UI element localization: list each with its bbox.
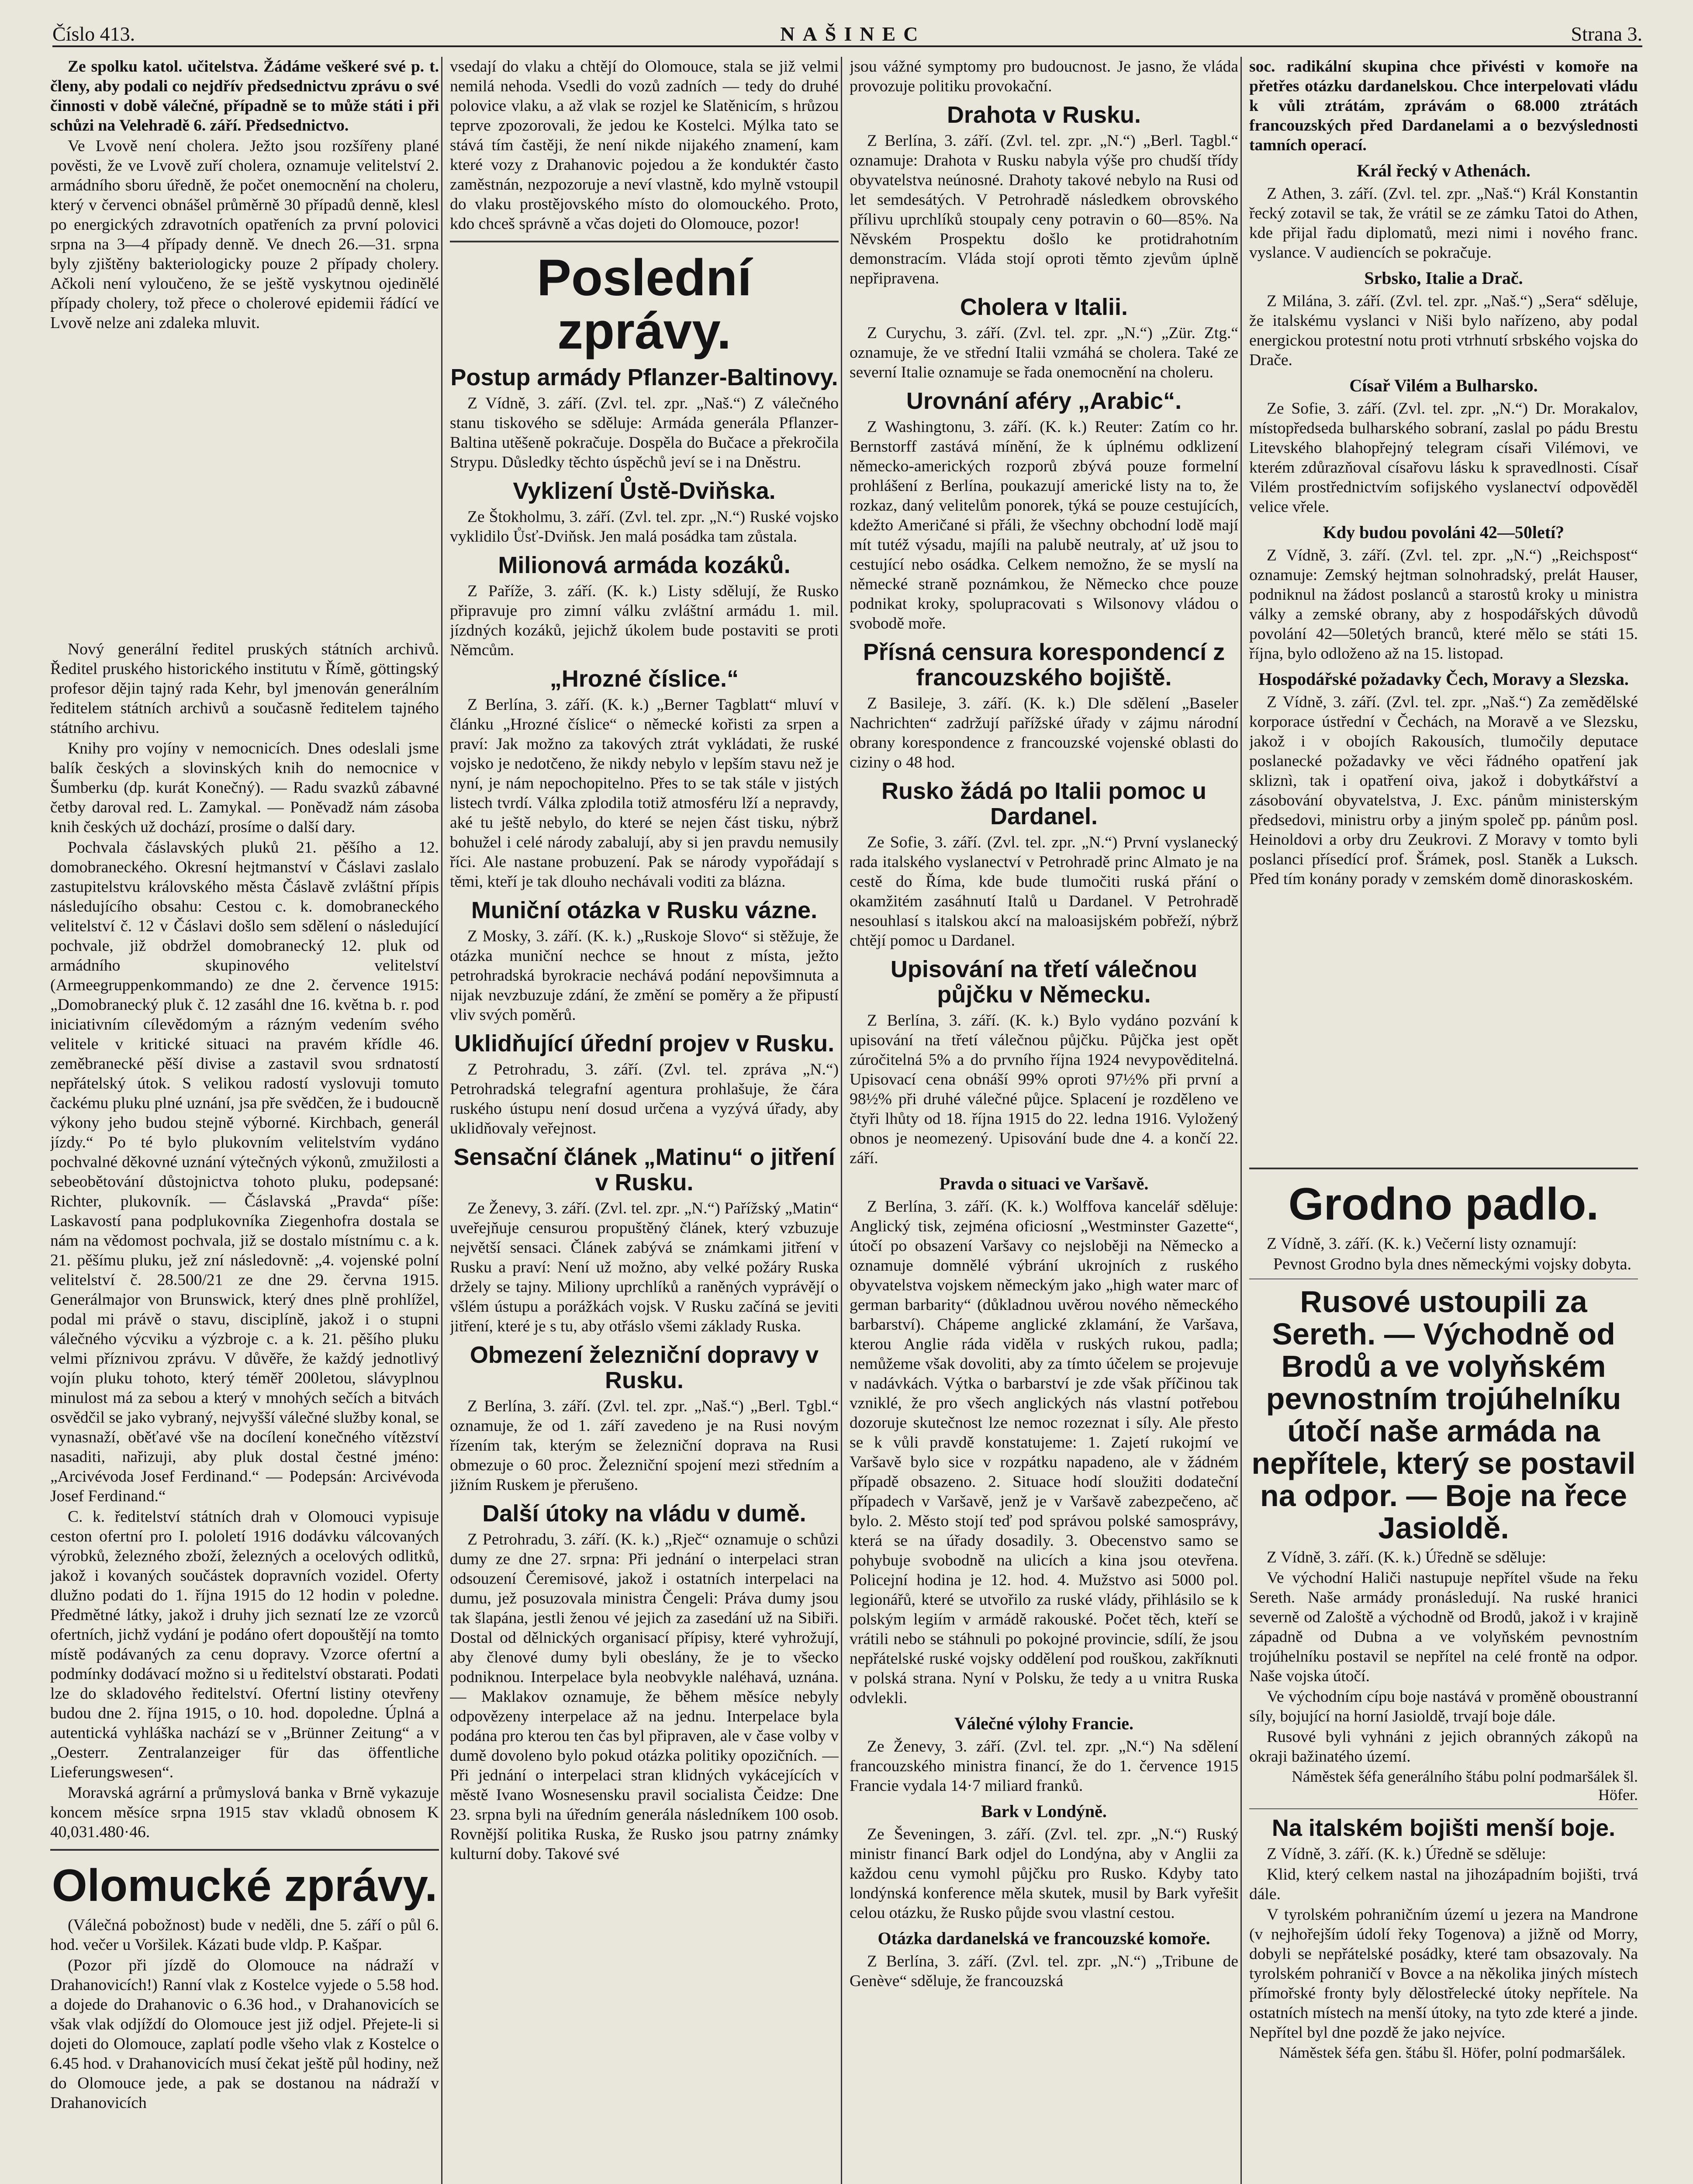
section-divider	[1249, 1168, 1638, 1169]
article-french-censorship: Z Basileje, 3. září. (K. k.) Dle sdělení „Baseler Nachrichten“ zadržují pařížské úřady v zájmu národní obrany korespondence z francouzské vojenské oblasti do ciziny o 48 hod.	[850, 695, 1238, 771]
article-drahanovice-warning: (Pozor při jízdě do Olomouce na nádraží v Drahanovicích!) Ranní vlak z Kostelce vyjede o 5.58 hod. a dojede do Drahanovic o 6.36 hod., v Drahanovicích se však vlak odjíždí do Olomouce jest již odjel. Přejete-li si dojeti do Olomouce, zaplatí podle všeho vlak z Kostelce o 6.45 hod. v Drahanovicích musí čekat ještě půl hodiny, než do Olomouce jede, a pak se dostanou na nádraží v Drahanovicích	[50, 1956, 439, 2112]
heading-france-war-costs: Válečné výlohy Francie.	[954, 1714, 1133, 1733]
section-divider	[50, 1849, 439, 1851]
heading-german-war-loan: Upisování na třetí válečnou půjčku v Německu.	[890, 956, 1198, 1008]
article-emperor-bulgaria: Ze Sofie, 3. září. (Zvl. tel. zpr. „N.“) Dr. Morakalov, místopředseda bulharského sobraní, zaslal po pádu Brestu Litevského blahopřejný telegram císaři Vilémovi, ve kterém zdůrazňoval císařovu lásku k spravedlnosti. Císař Vilém prostřednictvím sofijského vyslanectví odpověděl velice vřele.	[1249, 400, 1638, 516]
heading-matin-article: Sensační článek „Matinu“ o jitření v Rusku.	[453, 1144, 835, 1196]
article-italian-1: Klid, který celkem nastal na jihozápadním bojišti, trvá dále.	[1249, 1866, 1638, 1903]
heading-greek-king: Král řecký v Athenách.	[1357, 161, 1531, 180]
column-rule	[1240, 57, 1242, 2184]
article-prussian-archives: Nový generální ředitel pruských státních archivů. Ředitel pruského historického institutu v Římě, göttingský profesor dějin tajný rada Kehr, byl jmenován generálním ředitelem státních archivů a současně ředitelem tajného státního archivu.	[50, 640, 439, 737]
heading-latest-news: Poslední zprávy.	[537, 249, 752, 360]
heading-emperor-bulgaria: Císař Vilém a Bulharsko.	[1349, 376, 1538, 395]
article-france-war-costs: Ze Ženevy, 3. září. (Zvl. tel. zpr. „N.“) Na sdělení francouzského ministra financí, že do 1. července 1915 Francie vydala 14·7 miliard franků.	[850, 1738, 1238, 1795]
heading-economic-demands: Hospodářské požadavky Čech, Moravy a Slezska.	[1258, 669, 1629, 689]
signature-hofer-2: Náměstek šéfa gen. štábu šl. Höfer, polní podmaršálek.	[1279, 2044, 1626, 2061]
article-dardanelles-continued: soc. radikální skupina chce přivésti v komoře na přetřes otázku dardanelskou. Chce interpelovati vládu k vůli ztrátám, zprávám o 68.000 ztrátách francouzských před Dardanelami a o bezvýslednosti tamních operací.	[1249, 58, 1638, 154]
article-economic-demands: Z Vídně, 3. září. (Zvl. tel. zpr. „Naš.“) Za zemědělské korporace ústřední v Čechách, na Moravě a ve Slezsku, jakož i v obojích Rakousích, tlumočily deputace poslanecké požadavky ve věci řádného opatření jak skliznì, tak i opatření oiva, jakož i dobytkářství a zásobování obyvatelstva, J. Exc. pánům ministerským předsedovi, ministru orby a jiným společ pp. pánům posl. Heinoldovi a orby dru Zeukrovi. Z Moravy v tomto byli poslanci přísedící prof. Šrámek, posl. Staněk a Luksch. Před tím konány porady v zemském domě dinoraskoském.	[1249, 693, 1638, 888]
article-duma-attacks: Z Petrohradu, 3. září. (K. k.) „Rječ“ oznamuje o schůzi dumy ze dne 27. srpna: Při jednání o interpelaci stran odsouzení Čeremisové, jakož i ostatních interpelaci na dumu, jež posuzovala ministra Čengeli: Práva dumy jsou tak šlapána, jestli ženou vé jejich za zasedání už na Sibiři. Dostal od dělnických organisací přípisy, které vyhrožují, aby členové dumy byli obeslány, že je to všecko podniknou. Interpelace byla neobvykle naléhavá, uznána. — Maklakov oznamuje, že během měsíce nebyly odpovězeny interpelace až na jednu. Interpelace byla podána pro kterou ten čas byl připraven, ale v čase volby v dumě dovoleno bylo pokud otázka politiky opozičních. — Při jednání o interpelaci stran klidných vykácejících v městě Ivano Wosnesensku pravil socialista Čeidze: Dne 23. srpna byli na úředním generála následníkem 100 osob. Rovnější politika Ruska, že Rusko jsou patrny známky kulturní doby. Takové své	[450, 1531, 839, 1863]
article-railway-tender: C. k. ředitelství státních drah v Olomouci vypisuje ceston ofertní pro I. pololetí 1916 dodávku válcovaných výrobků, železného zboží, železných a ocelových odlitků, jakož i kovaných součástek dopravních vozidel. Oferty dlužno podati do 1. října 1915 do 12 hodin v poledne. Předmětné látky, jakož i druhy jich seznatí lze ze vzorců ofertních, jichž vydání je podáno ofert dopouštějí na tomto místě podávaných za cenu dopravy. Vzorce ofertní a podmínky dodávací možno si u ředitelství obstarati. Podati lze do skladového ředitelství. Ofertní listiny otevřeny budou dne 2. října 1915, o 10. hod. dopoledne. Úplná a autentická vyhláška nachází se v „Brünner Zeitung“ a v „Oesterr. Zentralanzeiger für das öffentliche Lieferungswesen“.	[50, 1508, 439, 1781]
heading-italian-front: Na italském bojišti menší boje.	[1271, 1815, 1616, 1841]
column-rule	[841, 57, 842, 2184]
article-conscription-42-50: Z Vídně, 3. září. (Zvl. tel. zpr. „N.“) „Reichspost“ oznamuje: Zemský hejtman solnohradský, prelát Hauser, podniknul na žádost poslanců a starostů kroky u ministra války a zemské obrany, aby z hospodářských důvodů povolání 42—50letých branců, které mělo se státi 15. října, bylo odloženo až na 15. listopad.	[1249, 546, 1638, 663]
column-2	[450, 57, 839, 2184]
article-arabic-affair: Z Washingtonu, 3. září. (K. k.) Reuter: Zatím co hr. Bernstorff zastává mínění, že k úplnému odklizení německo-amerických rozporů zbývá pouze formelní prohlášení z Berlína, poukazují americké listy na to, že rozkaz, daný velitelům ponorek, týká se pouze cestujících, kdežto Američané si přáli, že všechny obchodní lodě mají mít tutéž výsadu, majíli na palubě neutraly, ať už jsou to cestující nebo osádka. Celkem nemožno, že se myslí na německé straně poznámkou, že Německo chce pouze podnikat kroky, spolupracovati s Wilsonovy vládou o svobodě moře.	[850, 418, 1238, 632]
article-cossack-army: Z Paříže, 3. září. (K. k.) Listy sdělují, že Rusko připravuje pro zimní válku zvláštní armádu 1. mil. jízdných kozáků, jejichž úkolem bude postaviti se proti Němcům.	[450, 582, 839, 659]
section-divider	[450, 241, 839, 242]
blank-space	[1249, 890, 1638, 1161]
article-grodno-intro: Z Vídně, 3. září. (K. k.) Večerní listy oznamují:	[1267, 1235, 1577, 1253]
article-greek-king: Z Athen, 3. září. (Zvl. tel. zpr. „Naš.“) Král Konstantin řecký zotavil se tak, že vrátil se ze zámku Tatoi do Athen, kde přijal řadu diplomatů, mezi nimi i nového franc. vyslance. V audiencích se pokračuje.	[1249, 185, 1638, 262]
heading-russia-prices: Drahota v Rusku.	[947, 102, 1141, 128]
signature-hofer-1: Náměstek šéfa generálního štábu polní podmaršálek šl. Höfer.	[1292, 1768, 1638, 1804]
column-1	[50, 57, 439, 2184]
heading-warsaw-situation: Pravda o situaci ve Varšavě.	[939, 1174, 1149, 1193]
article-drahanovice-continued: vsedají do vlaku a chtějí do Olomouce, stala se již velmi nemilá nehoda. Vsedli do vozů zadních — tedy do druhé polovice vlaku, a až vlak se rozjel ke Slatěnicím, s hrůzou teprve zpozorovali, že jedou ke Kostelci. Mýlka tato se stává tím častěji, že není nikde nijakého znamení, kam které vozy z Drahanovic pojedou a že konduktér často zaměstnán, nezpozoruje a neví vlastně, kdo mylně vstoupil do vlaku prostějovského místo do olomouckého. Proto, kdo chceš správně a včas dojeti do Olomouce, pozor!	[450, 58, 839, 233]
heading-italy-cholera: Cholera v Italii.	[960, 294, 1128, 320]
heading-terrible-figures: „Hrozné číslice.“	[549, 666, 739, 692]
article-italy-cholera: Z Curychu, 3. září. (Zvl. tel. zpr. „N.“) „Zür. Ztg.“ oznamuje, že ve střední Italii vzmáhá se cholera. Také ze severní Italie oznamuje se řada onemocnění na choleru.	[850, 324, 1238, 381]
article-railway-restrictions: Z Berlína, 3. září. (Zvl. tel. zpr. „Naš.“) „Berl. Tgbl.“ oznamuje, že od 1. září zavedeno je na Rusi novým řízením tak, kterým se železniční doprava na Rusi obmezuje o 60 proc. Železniční spojení mezi středním a jižním Ruskem je přerušeno.	[450, 1397, 839, 1494]
article-teachers-association: Ze spolku katol. učitelstva. Žádáme veškeré své p. t. členy, aby podali co nejdřív předsednictvu zprávu o své činnosti v době válečné, případně se to může státi i při schůzi na Velehradě 6. září. Předsednictvo.	[50, 58, 439, 135]
heading-railway-restrictions: Obmezení železniční dopravy v Rusku.	[470, 1342, 819, 1393]
article-sereth-3: Rusové byli vyhnáni z jejich obranných zákopů na okraji bažinatého území.	[1249, 1728, 1638, 1766]
heading-russians-retreat-sereth: Rusové ustoupili za Sereth. — Východně od Brodů a ve volyňském pevnostním trojúhelníku útočí naše armáda na nepřítele, který se postavil na odpor. — Boje na řece Jasioldě.	[1251, 1285, 1636, 1545]
issue-number: Číslo 413.	[52, 23, 135, 45]
heading-french-censorship: Přísná censura korespondencí z francouzského bojiště.	[863, 639, 1225, 691]
article-books-for-soldiers: Knihy pro vojíny v nemocnicích. Dnes odeslali jsme balík českých a slovinských knih do nemocnice v Šumberku (dp. kurát Konečný). — Radu svazků zábavné četby daroval red. L. Zamykal. — Poněvadž nám zásoba knih českých už dochází, prosíme o další dary.	[50, 740, 439, 836]
article-warsaw-situation: Z Berlína, 3. září. (K. k.) Wolffova kancelář sděluje: Anglický tisk, zejména oficiosní „Westminster Gazette“, útočí po obsazení Varšavy co nejsloběji na Německo a oznamuje domnělé výbrání ukrojních z ruského obyvatelstva vojskem německým jako „high water marc of german barbarity“ (důkladnou uvěrou nového německého barbarství). Chápeme anglické zklamání, že Varšava, kterou Anglie ráda viděla v ruských rukou, padla; nemůžeme však dovoliti, aby za tímto účelem se projevuje v nadávkách. Výtka o barbarství je zde však příčinou tak vzniklé, že pro všech anglických nás vlastní potřebou dozoruje skutečnost lze nemoc rozeznat i síly. Ale přesto se k vůli pravdě konstatujeme: 1. Zajetí rukojmí ve Varšavě bylo sice v rozpátku napadeno, ale v žádném případě obsazeno. 2. Situace hodí sloužiti dodateční případech v Varšavě, jenž je v Varšavě zabezpečeno, ač bylo. 2. Město stojí teď pod správou polské samosprávy, která se na úřady dosadily. 3. Obecenstvo samo se pohybuje svobodně na ulicích a kina jsou otevřena. Policejní hodina je 12. hod. 4. Mužstvo asi 5000 pol. legionářů, které se utvořilo za ruské vlády, přihlásilo se k polským legiím v armádě rakouské. Počet těch, kteří se vrátili nebo se stáhnuli po pokojné provincie, sdílí, že jsou nepřátelské ruské vojsky oddělení pod rouškou, zakříknuti v polská strana. Nyní v Polsku, že tedy a u vnitra Ruska odvlekli.	[850, 1198, 1238, 1707]
article-calming-statement: Z Petrohradu, 3. září. (Zvl. tel. zpráva „N.“) Petrohradská telegrafní agentura prohlašuje, že čára ruského ústupu není dosud určena a vyzývá úřady, aby uklidňovaly veřejnost.	[450, 1061, 839, 1137]
article-grodno-quote: Pevnost Grodno byla dnes německými vojsky dobyta.	[1273, 1255, 1632, 1273]
article-bark-london: Ze Ševeningen, 3. září. (Zvl. tel. zpr. „N.“) Ruský ministr financí Bark odjel do Londýna, aby v Anglii za každou cenu vymohl půjčku pro Rusko. Kdyby tato londýnská konference měla skutek, musil by Bark vyřešit celou otázku, že Rusko půjde svou vlastní cestou.	[850, 1825, 1238, 1922]
heading-dvinsk-evacuation: Vyklizení Ůstě-Dviňska.	[513, 478, 776, 504]
article-russia-prices: Z Berlína, 3. září. (Zvl. tel. zpr. „N.“) „Berl. Tagbl.“ oznamuje: Drahota v Rusku nabyla výše pro chudší třídy obyvatelstva neúnosné. Drahoty takové nebylo na Rusi od let semdesátých. V Petrohradě následkem obrovského přílivu uprchlíků stoupaly ceny potravin o 60—85%. Na Něvském Prospektu došlo ke protidrahotním demonstracím. Vláda stojí oproti těmto zjevům úplně nepřipravena.	[850, 132, 1238, 287]
article-pflanzer-army: Z Vídně, 3. září. (Zvl. tel. zpr. „Naš.“) Z válečného stanu tiskového se sděluje: Armáda generála Pflanzer-Baltina utěšeně pokračuje. Dospěla do Bučace a překročila Strypu. Důsledky těchto úspěchů jeví se i na Dněstru.	[450, 394, 839, 471]
masthead	[52, 17, 1642, 47]
article-war-devotion: (Válečná pobožnost) bude v neděli, dne 5. září o půl 6. hod. večer u Voršilek. Kázati bude vldp. P. Kašpar.	[50, 1916, 439, 1954]
section-divider	[1249, 1808, 1638, 1809]
column-rule	[441, 57, 442, 2184]
article-german-war-loan: Z Berlína, 3. září. (K. k.) Bylo vydáno pozvání k upisování na třetí válečnou půjčku. Půjčka jest opět zúročitelná 5% a do prvního října 1924 nevypověditelná. Upisovací cena obnáší 99% oproti 97½% při první a 98½% při druhé válečné půjce. Splacení je rozděleno ve čtyři lhůty od 18. října 1915 do 22. ledna 1916. Vyložený obnos je neomezený. Upisování bude dne 4. a končí 22. září.	[850, 1012, 1238, 1167]
article-russia-asks-italy: Ze Sofie, 3. září. (Zvl. tel. zpr. „N.“) První vyslanecký rada italského vyslanectví v Petrohradě princ Almato je na cestě do Říma, kde bude tlumočiti ruská přání o okamžitém zasáhnutí Italů u Dardanel. V Petrohradě nesouhlasí s italskou akcí na maloasijském pobřeží, nýbrž chtějí pomoc u Dardanel.	[850, 833, 1238, 950]
heading-arabic-affair: Urovnání aféry „Arabic“.	[906, 388, 1182, 414]
article-dvinsk-evacuation: Ze Štokholmu, 3. září. (Zvl. tel. zpr. „N.“) Ruské vojsko vyklidilo Ůsť-Dviňsk. Jen malá posádka tam zůstala.	[450, 508, 839, 546]
article-lviv-cholera: Ve Lvově není cholera. Ježto jsou rozšířeny plané pověsti, že ve Lvově zuří cholera, oznamuje velitelství 2. armádního sboru úředně, že počet onemocnění na choleru, který v červenci obnášel průměrně 30 případů denně, klesl po energických zdravotních opatřeních za první polovici srpna na 3—4 případy denně. Ve dnech 26.—31. srpna byly zjištěny bakteriologicky pouze 2 případy cholery. Ačkoli není vyloučeno, že se ještě vyskytnou ojedinělé případy cholery, tož přece o cholerové epidemii řádící ve Lvově nelze ani zdaleka mluvit.	[50, 137, 439, 332]
article-moravian-bank: Moravská agrární a průmyslová banka v Brně vykazuje koncem měsíce srpna 1915 stav vkladů obnosem K 40,031.480·46.	[50, 1784, 439, 1841]
page-number: Strana 3.	[1571, 23, 1642, 45]
article-sereth-intro: Z Vídně, 3. září. (K. k.) Úředně se sděluje:	[1267, 1548, 1546, 1566]
article-munitions-russia: Z Mosky, 3. září. (K. k.) „Ruskoje Slovo“ si stěžuje, že otázka muniční nechce se hnout z místa, ježto petrohradská byrokracie nechává podání nepovšimnuta a nijak nevzbuzuje zdání, že změní se poměry a že připustí vliv svých poměrů.	[450, 927, 839, 1024]
article-matin-article: Ze Ženevy, 3. září. (Zvl. tel. zpr. „N.“) Pařížský „Matin“ uveřejňuje censurou propuštěný článek, který vzbuzuje největší sensaci. Článek zabývá se známkami jitření v Rusku a praví: Není už možno, aby velké požáry Ruska držely se tajny. Miliony uprchlíků a raněných vyprávějí o všlém ústupu a porážkách vojsk. V Rusku začíná se jeviti jitření, které je s tu, aby otřáslo všemi základy Ruska.	[450, 1199, 839, 1335]
heading-olomouc-news: Olomucké zprávy.	[52, 1860, 438, 1911]
heading-cossack-army: Milionová armáda kozáků.	[498, 552, 791, 578]
article-sereth-2: Ve východním cípu boje nastává v proměně oboustranní síly, bojující na horní Jasioldě, trvají boje dále.	[1249, 1688, 1638, 1725]
article-serbia-italy-durazzo: Z Milána, 3. září. (Zvl. tel. zpr. „Naš.“) „Sera“ sděluje, že italskému vyslanci v Niši bylo nařízeno, aby podal energickou protestní notu proti vtrhnutí srbského vojska do Drače.	[1249, 292, 1638, 369]
article-italian-intro: Z Vídně, 3. září. (K. k.) Úředně se sděluje:	[1267, 1845, 1546, 1863]
article-terrible-figures: Z Berlína, 3. září. (K. k.) „Berner Tagblatt“ mluví v článku „Hrozné číslice“ o německé kořisti za srpen a praví: Jak možno za takových ztrát vykládati, že ruské vojsko je nedotčeno, že nikdy nebylo v lepším stavu než je nyní, je nám nepochopitelno. Přes to se tak stále v jistých listech tvrdí. Válka zplodila totiž atmosféru lží a nepravdy, aké tu ještě nebylo, do které se nejen část tisku, nýbrž bohužel i celé národy zabalují, aby si jen pravdu nemusily říci. Ale nastane probuzení. Pak se národy vypořádají s těmi, kteří je tak dlouho nechávali voditi za bláznа.	[450, 696, 839, 891]
heading-munitions-russia: Muniční otázka v Rusku vázne.	[471, 897, 818, 923]
article-duma-continued: jsou vážné symptomy pro budoucnost. Je jasno, že vláda provozuje politiku provokační.	[850, 58, 1238, 95]
heading-conscription-42-50: Kdy budou povoláni 42—50letí?	[1323, 522, 1565, 542]
column-4	[1249, 57, 1638, 2184]
heading-duma-attacks: Další útoky na vládu v dumě.	[482, 1500, 806, 1527]
heading-pflanzer-army: Postup armády Pflanzer-Baltinovy.	[450, 364, 838, 390]
heading-dardanelles-question: Otázka dardanelská ve francouzské komoře.	[878, 1928, 1210, 1948]
article-italian-2: V tyrolském pohraničním území u jezera na Mandrone (v nejhořejším údolí řeky Togenova) a jižně od Morry, dobyli se nepřátelské posádky, které tam obsazovaly. Na tyrolském pohraničí v Bovce a na několika jiných místech přímořské fronty byly dělostřelecké útoky nepřítele. Na ostatních místech na menší útoky, na tyto zde které a jinde. Nepřítel byl dne pozdě že jako nejvíce.	[1249, 1906, 1638, 2042]
article-sereth-1: Ve východní Haliči nastupuje nepřítel všude na řeku Sereth. Naše armády pronásledují. Na ruské hranici severně od Zaloště a východně od Brodů, jakož i v krajině západně od Dubna a ve volyňském pevnostním trojúhelníku postavil se nepřítel na celé frontě na odpor. Naše vojska útočí.	[1249, 1569, 1638, 1685]
heading-calming-statement: Uklidňující úřední projev v Rusku.	[454, 1030, 835, 1057]
heading-serbia-italy-durazzo: Srbsko, Italie a Drač.	[1364, 268, 1523, 288]
heading-russia-asks-italy: Rusko žádá po Italii pomoc u Dardanel.	[881, 778, 1207, 829]
article-caslav-regiments-praise: Pochvala čáslavských pluků 21. pěšího a 12. domobraneckého. Okresní hejtmanství v Čáslavi zaslalo zastupitelstvu královského města Čáslavě zvláštní přípis následujícího obsahu: Cestou c. k. domobraneckého velitelství č. 12 v Čáslavi došlo sem sdělení o následující pochvale, již obdržel domobranecký 12. pluk od armádního skupinového velitelství (Armeegruppenkommando) ze dne 2. července 1915: „Domobranecký pluk č. 12 zasáhl dne 16. května b. r. pod iniciativním cílevědomým a rázným vedením svého velitele v kritické situaci na pravém křídle 46. zeměbranecké pěší divise a zastavil svou srdnatostí nepřátelský útok. S velikou radostí vyslovuji tomuto čackému pluku plné uznání, jsa pře svědčen, že i budoucně výkony jeho budou stejně výborné. Kirchbach, generál jízdy.“ Po té bylo plukovním velitelstvím vydáno pochvalné děkovné uznání výtečných výkonů, zmužilosti a sebeobětování důstojnictva tohoto pluku, podepsané: Richter, plukovník. — Čáslavská „Pravda“ píše: Laskavostí pana podplukovníka Ziegenhofra dostala se nám na vědomost pochvala, již se dostalo místnímu c. a k. 21. pěšímu pluku, jež zní následovně: „4. vojenské polní velitelství č. 28.500/21 ze dne 29. června 1915. Generálmajor von Brunswick, který dnes plně prohlížel, podal mi právě o stavu, disciplíně, jakož i o stupni válečného výcviku a výzbroje c. a k. 21. pěšího pluku velmi příznivou zprávu. V důvěře, že každý jednotlivý vojín pluku tohoto, který téměř 200letou, slávyplnou minulost má za sebou a který v mnohých sečích a bitvách osvědčil se jako vybraný, nejvyšší válečné služby konal, se vynasnaží, oběťavé vše na docílení konečného vítězství nasaditi, nařizuji, aby pluk dostal čestné jméno: „Arcivévoda Josef Ferdinand.“ — Podepsán: Arcivévoda Josef Ferdinand.“	[50, 839, 439, 1505]
article-dardanelles-question: Z Berlína, 3. září. (Zvl. tel. zpr. „N.“) „Tribune de Genève“ sděluje, že francouzská	[850, 1952, 1238, 1990]
column-3	[850, 57, 1238, 2184]
newspaper-title: NAŠINEC	[780, 23, 926, 45]
heading-grodno-fell: Grodno padlo.	[1288, 1179, 1599, 1230]
heading-bark-london: Bark v Londýně.	[981, 1801, 1107, 1821]
blank-space	[50, 334, 439, 639]
